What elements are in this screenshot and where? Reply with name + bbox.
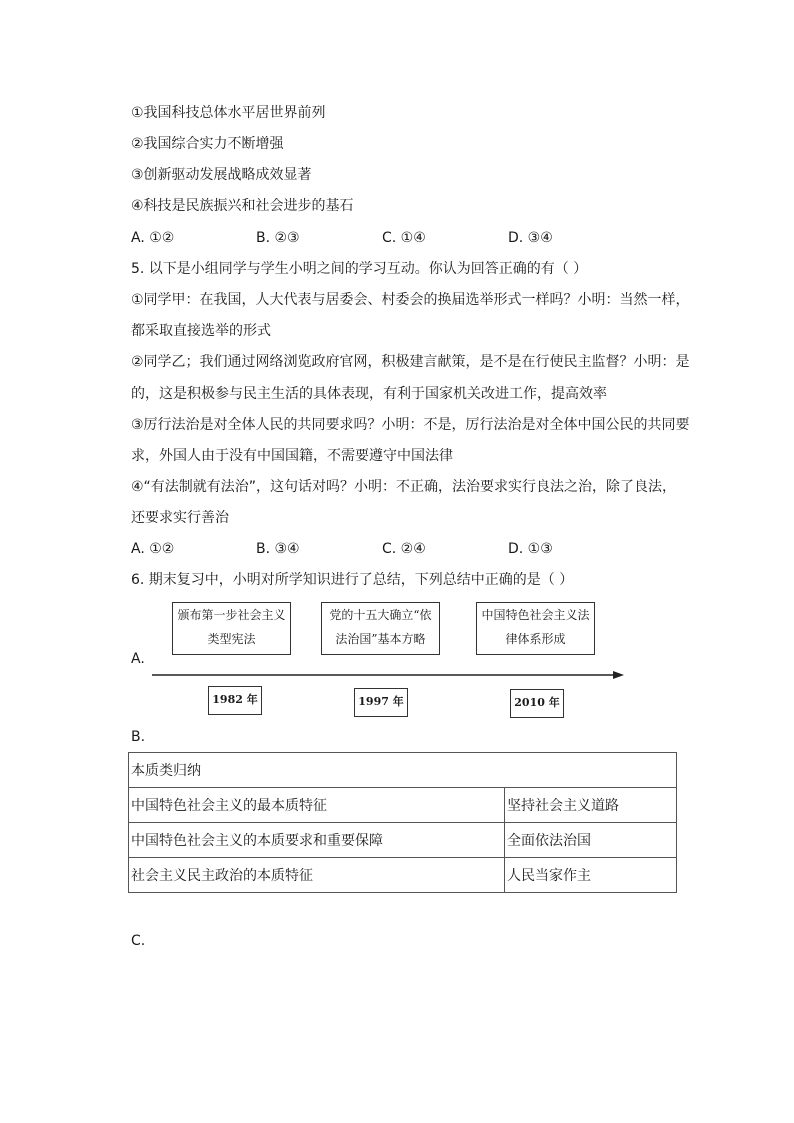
q4-option-b[interactable]: B. ②③ bbox=[256, 230, 300, 246]
table-cell: 全面依法治国 bbox=[505, 823, 677, 858]
timeline-event-text: 颁布第一步社会主义 bbox=[177, 608, 286, 622]
q5-line-7: ④“有法制就有法治”，这句话对吗？小明：不正确，法治要求实行良法之治，除了良法， bbox=[131, 479, 677, 495]
timeline-year-1: 1982 年 bbox=[208, 686, 262, 715]
table-cell: 中国特色社会主义的最本质特征 bbox=[129, 788, 505, 823]
q5-stem: 5. 以下是小组同学与学生小明之间的学习互动。你认为回答正确的有（ ） bbox=[131, 261, 588, 277]
timeline-event-text: 类型宪法 bbox=[207, 632, 256, 646]
q5-option-a[interactable]: A. ①② bbox=[131, 541, 175, 557]
table-row bbox=[129, 858, 677, 893]
q5-line-6: 求，外国人由于没有中国国籍，不需要遵守中国法律 bbox=[131, 448, 453, 464]
table-cell: 中国特色社会主义的本质要求和重要保障 bbox=[129, 823, 505, 858]
table-header: 本质类归纳 bbox=[129, 753, 677, 788]
q5-option-c[interactable]: C. ②④ bbox=[382, 541, 426, 557]
q4-option-d[interactable]: D. ③④ bbox=[508, 230, 553, 246]
q4-option-a[interactable]: A. ①② bbox=[131, 230, 175, 246]
q5-line-8: 还要求实行善治 bbox=[131, 510, 229, 526]
timeline-event-text: 法治国”基本方略 bbox=[335, 632, 426, 646]
q4-option-c[interactable]: C. ①④ bbox=[382, 230, 426, 246]
q5-line-4: 的，这是积极参与民主生活的具体表现，有利于国家机关改进工作，提高效率 bbox=[131, 386, 607, 402]
q6-stem: 6. 期末复习中，小明对所学知识进行了总结，下列总结中正确的是（ ） bbox=[131, 572, 574, 588]
timeline-event-text: 党的十五大确立“依 bbox=[329, 608, 432, 622]
q4-item-1: ①我国科技总体水平居世界前列 bbox=[131, 105, 326, 121]
q6-option-c-label[interactable]: C. bbox=[131, 933, 146, 949]
table-header-row bbox=[129, 753, 677, 788]
timeline-year-2: 1997 年 bbox=[354, 688, 408, 717]
timeline-arrow-icon bbox=[613, 671, 624, 679]
table-row bbox=[129, 788, 677, 823]
q5-line-3: ②同学乙；我们通过网络浏览政府官网，积极建言献策，是不是在行使民主监督？小明：是 bbox=[131, 354, 690, 370]
q5-option-b[interactable]: B. ③④ bbox=[256, 541, 300, 557]
timeline-event-text: 中国特色社会主义法 bbox=[481, 608, 590, 622]
q6-option-b-label[interactable]: B. bbox=[131, 729, 146, 745]
q5-option-d[interactable]: D. ①③ bbox=[508, 541, 553, 557]
q5-line-2: 都采取直接选举的形式 bbox=[131, 323, 271, 339]
q6-option-a-label[interactable]: A. bbox=[131, 651, 145, 667]
q4-item-3: ③创新驱动发展战略成效显著 bbox=[131, 167, 312, 183]
summary-table bbox=[128, 752, 677, 893]
timeline-year-3: 2010 年 bbox=[510, 689, 564, 718]
q5-line-5: ③厉行法治是对全体人民的共同要求吗？小明：不是，厉行法治是对全体中国公民的共同要 bbox=[131, 417, 690, 433]
table-cell: 坚持社会主义道路 bbox=[505, 788, 677, 823]
table-row bbox=[129, 823, 677, 858]
q5-line-1: ①同学甲：在我国，人大代表与居委会、村委会的换届选举形式一样吗？小明：当然一样， bbox=[131, 292, 690, 308]
table-cell: 人民当家作主 bbox=[505, 858, 677, 893]
table-cell: 社会主义民主政治的本质特征 bbox=[129, 858, 505, 893]
timeline-event-text: 律体系形成 bbox=[505, 632, 566, 646]
q4-item-4: ④科技是民族振兴和社会进步的基石 bbox=[131, 198, 354, 214]
q4-item-2: ②我国综合实力不断增强 bbox=[131, 136, 284, 152]
